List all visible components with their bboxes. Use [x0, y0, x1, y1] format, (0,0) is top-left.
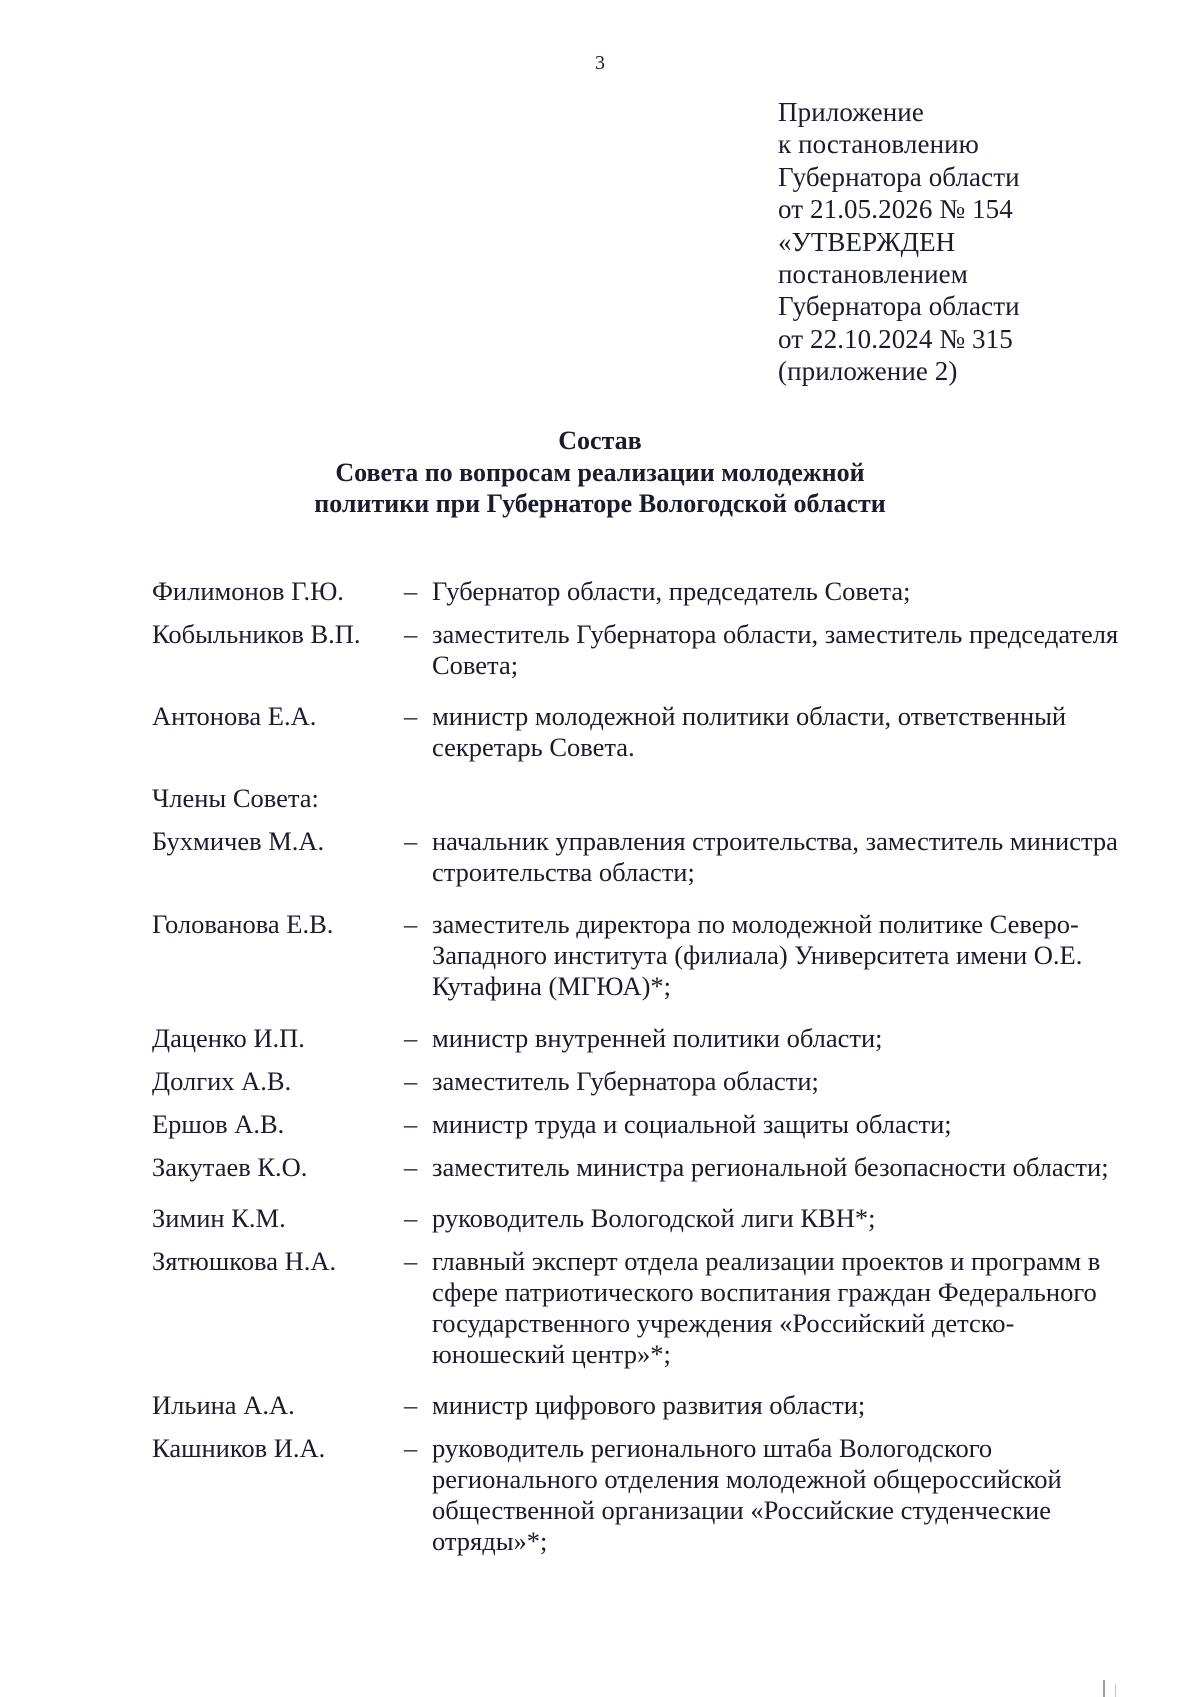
dash-separator: –	[404, 1066, 418, 1096]
appendix-line: Губернатора области	[778, 291, 1020, 322]
member-row	[152, 909, 1142, 1002]
appendix-block	[778, 96, 1158, 388]
member-name: Кобыльников В.П.	[152, 619, 361, 649]
member-name: Кашников И.А.	[152, 1433, 326, 1463]
dash-separator: –	[404, 1023, 418, 1053]
member-row	[152, 1066, 1142, 1097]
appendix-line: к постановлению	[778, 129, 979, 160]
page-number: 3	[595, 52, 605, 74]
member-role: заместитель Губернатора области, заместитель председателя Совета;	[432, 619, 1119, 680]
member-row	[152, 1203, 1142, 1234]
members-label: Члены Совета:	[152, 783, 319, 813]
leader-row	[152, 576, 1142, 607]
document-title	[0, 425, 1200, 520]
member-name: Зятюшкова Н.А.	[152, 1246, 337, 1276]
member-name: Ильина А.А.	[152, 1390, 295, 1420]
member-role: заместитель директора по молодежной политике Северо-Западного института (филиала) Университета имени О.Е. Кутафина (МГЮА)*;	[432, 909, 1083, 1001]
dash-separator: –	[404, 909, 418, 939]
dash-separator: –	[404, 576, 418, 606]
member-row	[152, 1152, 1142, 1183]
member-name: Ершов А.В.	[152, 1109, 285, 1139]
appendix-line: Приложение	[778, 97, 924, 127]
member-row	[152, 1246, 1142, 1370]
member-role: министр труда и социальной защиты области;	[432, 1109, 952, 1139]
appendix-line: постановлением	[778, 259, 968, 290]
member-role: министр внутренней политики области;	[432, 1023, 883, 1053]
member-role: главный эксперт отдела реализации проектов и программ в сфере патриотического воспитания граждан Федерального государственного учреждения «Российский детско-юношеский центр»*;	[432, 1246, 1101, 1369]
member-name: Бухмичев М.А.	[152, 826, 325, 856]
leader-row	[152, 701, 1142, 763]
member-role: руководитель регионального штаба Вологодского регионального отделения молодежной общероссийской общественной организации «Российские студенческие отряды»*;	[432, 1433, 1062, 1556]
dash-separator: –	[404, 1152, 418, 1182]
appendix-line: «УТВЕРЖДЕН	[778, 226, 956, 257]
member-name: Антонова Е.А.	[152, 701, 317, 731]
member-row	[152, 1109, 1142, 1140]
member-name: Зимин К.М.	[152, 1203, 286, 1233]
title-line: Состав	[558, 426, 642, 455]
dash-separator: –	[404, 701, 418, 731]
member-role: заместитель Губернатора области;	[432, 1066, 819, 1096]
scan-margin-mark	[1103, 1680, 1105, 1697]
dash-separator: –	[404, 1203, 418, 1233]
member-name: Даценко И.П.	[152, 1023, 305, 1053]
appendix-line: от 21.05.2026 № 154	[778, 194, 1013, 225]
dash-separator: –	[404, 619, 418, 649]
member-name: Филимонов Г.Ю.	[152, 576, 344, 606]
member-role: начальник управления строительства, заместитель министра строительства области;	[432, 826, 1118, 887]
dash-separator: –	[404, 1390, 418, 1420]
scan-margin-mark	[1115, 1684, 1116, 1697]
member-name: Долгих А.В.	[152, 1066, 292, 1096]
member-row	[152, 1390, 1142, 1421]
appendix-line: от 22.10.2024 № 315	[778, 323, 1013, 354]
member-role: Губернатор области, председатель Совета;	[432, 576, 911, 606]
member-row	[152, 1433, 1142, 1557]
leader-row	[152, 619, 1142, 681]
dash-separator: –	[404, 1433, 418, 1463]
dash-separator: –	[404, 826, 418, 856]
dash-separator: –	[404, 1246, 418, 1276]
member-row	[152, 826, 1142, 888]
appendix-line: (приложение 2)	[778, 356, 958, 387]
council-composition-list	[152, 576, 1142, 1557]
dash-separator: –	[404, 1109, 418, 1139]
member-name: Закутаев К.О.	[152, 1152, 308, 1182]
member-role: министр цифрового развития области;	[432, 1390, 866, 1420]
title-line: Совета по вопросам реализации молодежной	[335, 457, 865, 487]
member-row	[152, 1023, 1142, 1054]
appendix-line: Губернатора области	[778, 161, 1020, 192]
title-line: политики при Губернаторе Вологодской области	[314, 489, 886, 518]
member-name: Голованова Е.В.	[152, 909, 334, 939]
member-role: министр молодежной политики области, ответственный секретарь Совета.	[432, 701, 1067, 762]
member-role: руководитель Вологодской лиги КВН*;	[432, 1203, 876, 1233]
member-role: заместитель министра региональной безопасности области;	[432, 1152, 1109, 1182]
